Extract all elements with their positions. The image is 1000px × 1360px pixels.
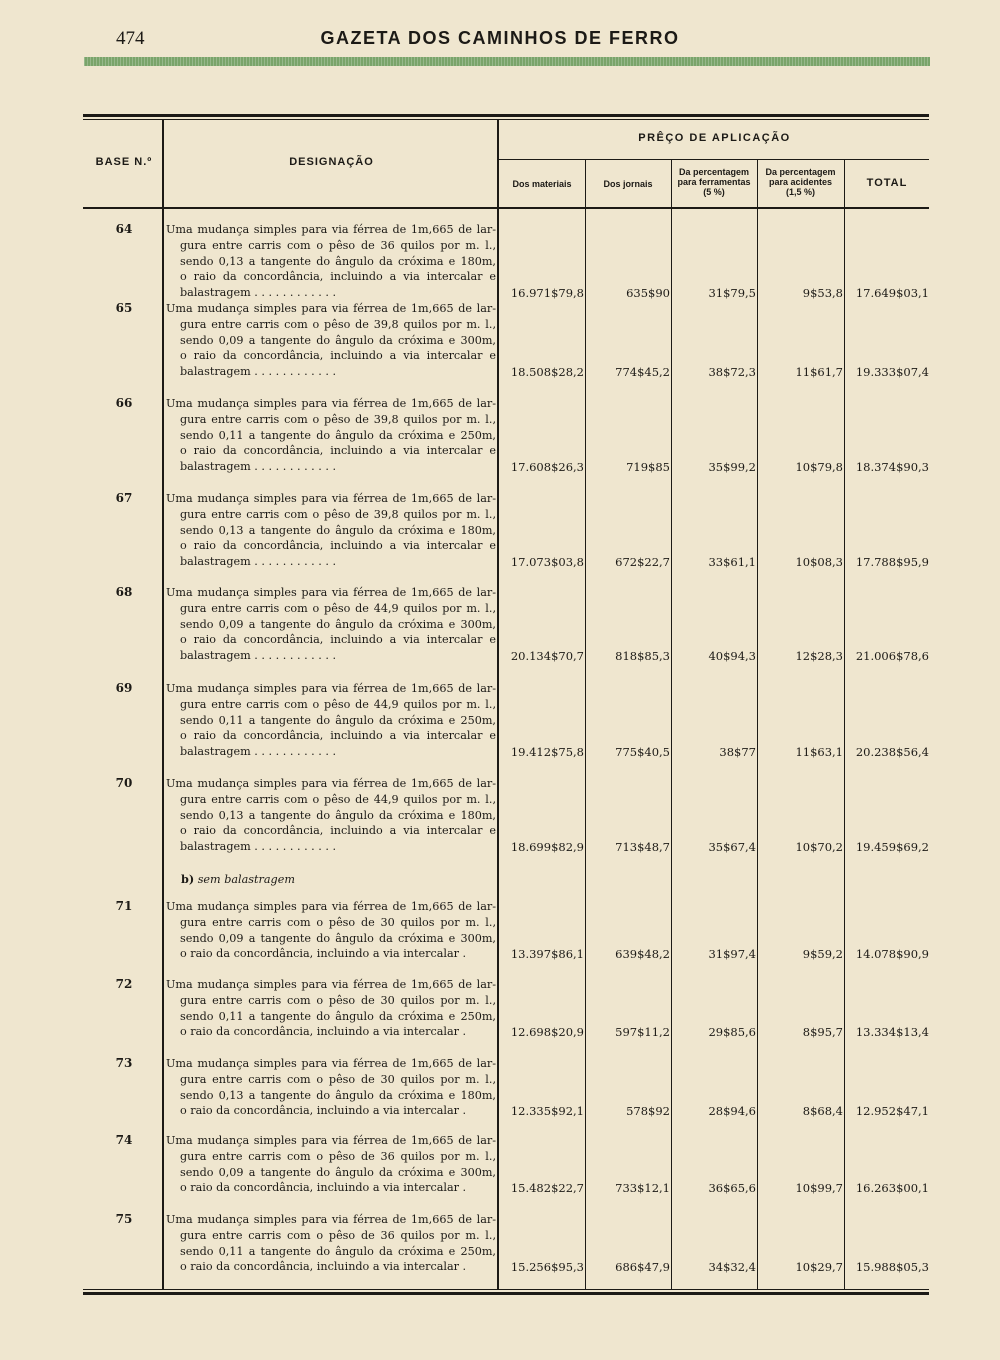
- designation-line: sendo 0,11 a tangente do ângulo da cróxima e 250m,: [180, 713, 496, 727]
- total-value: 14.078$90,9: [855, 947, 929, 962]
- table-top-rule-thin: [83, 119, 929, 120]
- header-tools-line3: (5 %): [703, 187, 725, 197]
- total-value: 19.459$69,2: [855, 840, 929, 855]
- designation-line: balastragem . . . . . . . . . . . .: [180, 460, 337, 474]
- header-rule: [84, 57, 930, 66]
- base-number: 68: [115, 585, 133, 599]
- column-rule-wages: [585, 160, 586, 1290]
- designation: [166, 899, 496, 962]
- designation-line: gura entre carris com o pêso de 36 quilos por m. l.,: [180, 238, 496, 252]
- designation-line: Uma mudança simples para via férrea de 1m,665 de lar-: [166, 900, 496, 913]
- section-letter: b): [181, 872, 195, 886]
- page-number: 474: [116, 28, 145, 49]
- accidents-value: 11$63,1: [795, 745, 843, 760]
- base-number: 67: [115, 491, 133, 505]
- accidents-value: 9$59,2: [802, 947, 843, 962]
- journal-title: GAZETA DOS CAMINHOS DE FERRO: [320, 28, 680, 48]
- designation-line: balastragem . . . . . . . . . . . .: [180, 840, 337, 854]
- designation-line: sendo 0,13 a tangente do ângulo da cróxima e 180m,: [180, 523, 496, 537]
- designation-line: sendo 0,11 a tangente do ângulo da cróxima e 250m,: [180, 1009, 496, 1023]
- base-number: 74: [115, 1133, 133, 1147]
- wages-value: 672$22,7: [615, 555, 670, 570]
- designation-line: Uma mudança simples para via férrea de 1m,665 de lar-: [166, 492, 496, 505]
- tools-value: 38$72,3: [708, 365, 756, 380]
- designation-line: Uma mudança simples para via férrea de 1m,665 de lar-: [166, 1057, 496, 1070]
- table-top-rule: [83, 114, 929, 117]
- designation: [166, 222, 496, 301]
- section-label-text: sem balastragem: [197, 873, 295, 886]
- header-accidents: [758, 167, 843, 197]
- total-value: 17.649$03,1: [855, 286, 929, 301]
- designation-line: o raio da concordância, incluindo a via intercalar .: [180, 947, 467, 961]
- wages-value: 639$48,2: [615, 947, 670, 962]
- wages-value: 719$85: [626, 460, 670, 475]
- accidents-value: 10$29,7: [795, 1260, 843, 1275]
- materials-value: 19.412$75,8: [510, 745, 584, 760]
- base-number: 66: [115, 396, 133, 410]
- accidents-value: 8$68,4: [802, 1104, 843, 1119]
- total-value: 16.263$00,1: [855, 1181, 929, 1196]
- header-price-group: PRÊÇO DE APLICAÇÃO: [638, 132, 791, 144]
- designation-line: sendo 0,13 a tangente do ângulo da cróxima e 180m,: [180, 808, 496, 822]
- tools-value: 40$94,3: [708, 649, 756, 664]
- materials-value: 12.698$20,9: [510, 1025, 584, 1040]
- tools-value: 38$77: [719, 745, 756, 760]
- total-value: 12.952$47,1: [855, 1104, 929, 1119]
- header-materials: Dos materiais: [512, 179, 572, 189]
- header-tools-line1: Da percentagem: [678, 167, 750, 177]
- total-value: 19.333$07,4: [855, 365, 929, 380]
- accidents-value: 9$53,8: [802, 286, 843, 301]
- materials-value: 18.508$28,2: [510, 365, 584, 380]
- designation-line: gura entre carris com o pêso de 30 quilos por m. l.,: [180, 993, 496, 1007]
- total-value: 15.988$05,3: [855, 1260, 929, 1275]
- designation-line: o raio da concordância, incluindo a via intercalar .: [180, 1104, 467, 1118]
- accidents-value: 10$08,3: [795, 555, 843, 570]
- accidents-value: 12$28,3: [795, 649, 843, 664]
- accidents-value: 10$79,8: [795, 460, 843, 475]
- price-group-rule: [499, 159, 929, 160]
- table-bottom-rule-thin: [83, 1289, 929, 1290]
- designation-line: sendo 0,09 a tangente do ângulo da cróxima e 300m,: [180, 1165, 496, 1179]
- wages-value: 818$85,3: [615, 649, 670, 664]
- designation-line: gura entre carris com o pêso de 44,9 quilos por m. l.,: [180, 792, 496, 806]
- header-total: TOTAL: [866, 177, 908, 189]
- column-rule-accidents: [757, 160, 758, 1290]
- designation-line: balastragem . . . . . . . . . . . .: [180, 555, 337, 569]
- accidents-value: 8$95,7: [802, 1025, 843, 1040]
- designation-line: sendo 0,09 a tangente do ângulo da cróxima e 300m,: [180, 931, 496, 945]
- materials-value: 15.256$95,3: [510, 1260, 584, 1275]
- base-number: 71: [115, 899, 133, 913]
- header-tools: [672, 167, 756, 197]
- header-tools-line2: para ferramentas: [677, 177, 751, 187]
- designation-line: Uma mudança simples para via férrea de 1m,665 de lar-: [166, 397, 496, 410]
- designation-line: balastragem . . . . . . . . . . . .: [180, 365, 337, 379]
- base-number: 65: [115, 301, 133, 315]
- designation: [166, 585, 496, 664]
- designation: [166, 977, 496, 1040]
- tools-value: 31$97,4: [708, 947, 756, 962]
- designation-line: sendo 0,09 a tangente do ângulo da cróxima e 300m,: [180, 617, 496, 631]
- tools-value: 34$32,4: [708, 1260, 756, 1275]
- base-number: 73: [115, 1056, 133, 1070]
- designation: [166, 1056, 496, 1119]
- tools-value: 35$99,2: [708, 460, 756, 475]
- tools-value: 36$65,6: [708, 1181, 756, 1196]
- materials-value: 18.699$82,9: [510, 840, 584, 855]
- designation-line: Uma mudança simples para via férrea de 1m,665 de lar-: [166, 1213, 496, 1226]
- designation-line: o raio da concordância, incluindo a via intercalar e: [180, 539, 496, 553]
- base-number: 75: [115, 1212, 133, 1226]
- designation-line: gura entre carris com o pêso de 39,8 quilos por m. l.,: [180, 412, 496, 426]
- base-number: 70: [115, 776, 133, 790]
- materials-value: 15.482$22,7: [510, 1181, 584, 1196]
- base-number: 64: [115, 222, 133, 236]
- materials-value: 17.073$03,8: [510, 555, 584, 570]
- header-accidents-line1: Da percentagem: [765, 167, 836, 177]
- designation-line: Uma mudança simples para via férrea de 1m,665 de lar-: [166, 978, 496, 991]
- header-bottom-rule: [83, 207, 929, 209]
- accidents-value: 10$99,7: [795, 1181, 843, 1196]
- designation-line: o raio da concordância, incluindo a via intercalar e: [180, 444, 496, 458]
- designation-line: gura entre carris com o pêso de 44,9 quilos por m. l.,: [180, 601, 496, 615]
- designation-line: Uma mudança simples para via férrea de 1m,665 de lar-: [166, 586, 496, 599]
- tools-value: 29$85,6: [708, 1025, 756, 1040]
- designation: [166, 1212, 496, 1275]
- accidents-value: 11$61,7: [795, 365, 843, 380]
- wages-value: 635$90: [626, 286, 670, 301]
- materials-value: 13.397$86,1: [510, 947, 584, 962]
- designation-line: Uma mudança simples para via férrea de 1m,665 de lar-: [166, 1134, 496, 1147]
- designation: [166, 301, 496, 380]
- designation-line: o raio da concordância, incluindo a via intercalar .: [180, 1181, 467, 1195]
- designation-line: sendo 0,11 a tangente do ângulo da cróxima e 250m,: [180, 428, 496, 442]
- designation-line: sendo 0,11 a tangente do ângulo da cróxima e 250m,: [180, 1244, 496, 1258]
- tools-value: 35$67,4: [708, 840, 756, 855]
- table-bottom-rule: [83, 1292, 929, 1295]
- base-number: 69: [115, 681, 133, 695]
- designation-line: Uma mudança simples para via férrea de 1m,665 de lar-: [166, 302, 496, 315]
- wages-value: 597$11,2: [615, 1025, 670, 1040]
- section-label: [181, 872, 295, 886]
- designation-line: gura entre carris com o pêso de 44,9 quilos por m. l.,: [180, 697, 496, 711]
- designation-line: sendo 0,09 a tangente do ângulo da cróxima e 300m,: [180, 333, 496, 347]
- designation: [166, 776, 496, 855]
- wages-value: 686$47,9: [615, 1260, 670, 1275]
- total-value: 21.006$78,6: [855, 649, 929, 664]
- designation-line: gura entre carris com o pêso de 30 quilos por m. l.,: [180, 1072, 496, 1086]
- designation-line: balastragem . . . . . . . . . . . .: [180, 745, 337, 759]
- materials-value: 12.335$92,1: [510, 1104, 584, 1119]
- base-number: 72: [115, 977, 133, 991]
- designation-line: balastragem . . . . . . . . . . . .: [180, 286, 337, 300]
- designation-line: gura entre carris com o pêso de 39,8 quilos por m. l.,: [180, 507, 496, 521]
- designation: [166, 1133, 496, 1196]
- total-value: 18.374$90,3: [855, 460, 929, 475]
- designation-line: Uma mudança simples para via férrea de 1m,665 de lar-: [166, 777, 496, 790]
- tools-value: 28$94,6: [708, 1104, 756, 1119]
- designation-line: gura entre carris com o pêso de 30 quilos por m. l.,: [180, 915, 496, 929]
- header-accidents-line3: (1,5 %): [785, 187, 815, 197]
- header-accidents-line2: para acidentes: [768, 177, 833, 187]
- wages-value: 733$12,1: [615, 1181, 670, 1196]
- designation-line: o raio da concordância, incluindo a via intercalar e: [180, 729, 496, 743]
- designation: [166, 491, 496, 570]
- designation-line: balastragem . . . . . . . . . . . .: [180, 649, 337, 663]
- wages-value: 774$45,2: [615, 365, 670, 380]
- designation-line: o raio da concordância, incluindo a via intercalar e: [180, 824, 496, 838]
- materials-value: 20.134$70,7: [510, 649, 584, 664]
- designation-line: Uma mudança simples para via férrea de 1m,665 de lar-: [166, 682, 496, 695]
- designation-line: Uma mudança simples para via férrea de 1m,665 de lar-: [166, 223, 496, 236]
- total-value: 13.334$13,4: [855, 1025, 929, 1040]
- designation-line: gura entre carris com o pêso de 39,8 quilos por m. l.,: [180, 317, 496, 331]
- designation-line: gura entre carris com o pêso de 36 quilos por m. l.,: [180, 1149, 496, 1163]
- header-base: BASE N.º: [95, 156, 153, 168]
- column-rule-designation: [497, 120, 499, 1290]
- designation-line: sendo 0,13 a tangente do ângulo da cróxima e 180m,: [180, 1088, 496, 1102]
- designation: [166, 396, 496, 475]
- tools-value: 33$61,1: [708, 555, 756, 570]
- wages-value: 775$40,5: [615, 745, 670, 760]
- designation: [166, 681, 496, 760]
- materials-value: 17.608$26,3: [510, 460, 584, 475]
- column-rule-total: [844, 160, 845, 1290]
- designation-line: o raio da concordância, incluindo a via intercalar .: [180, 1025, 467, 1039]
- designation-line: o raio da concordância, incluindo a via intercalar e: [180, 270, 496, 284]
- wages-value: 713$48,7: [615, 840, 670, 855]
- accidents-value: 10$70,2: [795, 840, 843, 855]
- designation-line: o raio da concordância, incluindo a via intercalar .: [180, 1260, 467, 1274]
- header-designation: DESIGNAÇÃO: [289, 156, 374, 168]
- column-rule-tools: [671, 160, 672, 1290]
- designation-line: gura entre carris com o pêso de 36 quilos por m. l.,: [180, 1228, 496, 1242]
- designation-line: o raio da concordância, incluindo a via intercalar e: [180, 633, 496, 647]
- total-value: 20.238$56,4: [855, 745, 929, 760]
- wages-value: 578$92: [626, 1104, 670, 1119]
- column-rule-base: [162, 120, 164, 1290]
- designation-line: sendo 0,13 a tangente do ângulo da cróxima e 180m,: [180, 254, 496, 268]
- header-wages: Dos jornais: [603, 179, 653, 189]
- materials-value: 16.971$79,8: [510, 286, 584, 301]
- designation-line: o raio da concordância, incluindo a via intercalar e: [180, 349, 496, 363]
- total-value: 17.788$95,9: [855, 555, 929, 570]
- tools-value: 31$79,5: [708, 286, 756, 301]
